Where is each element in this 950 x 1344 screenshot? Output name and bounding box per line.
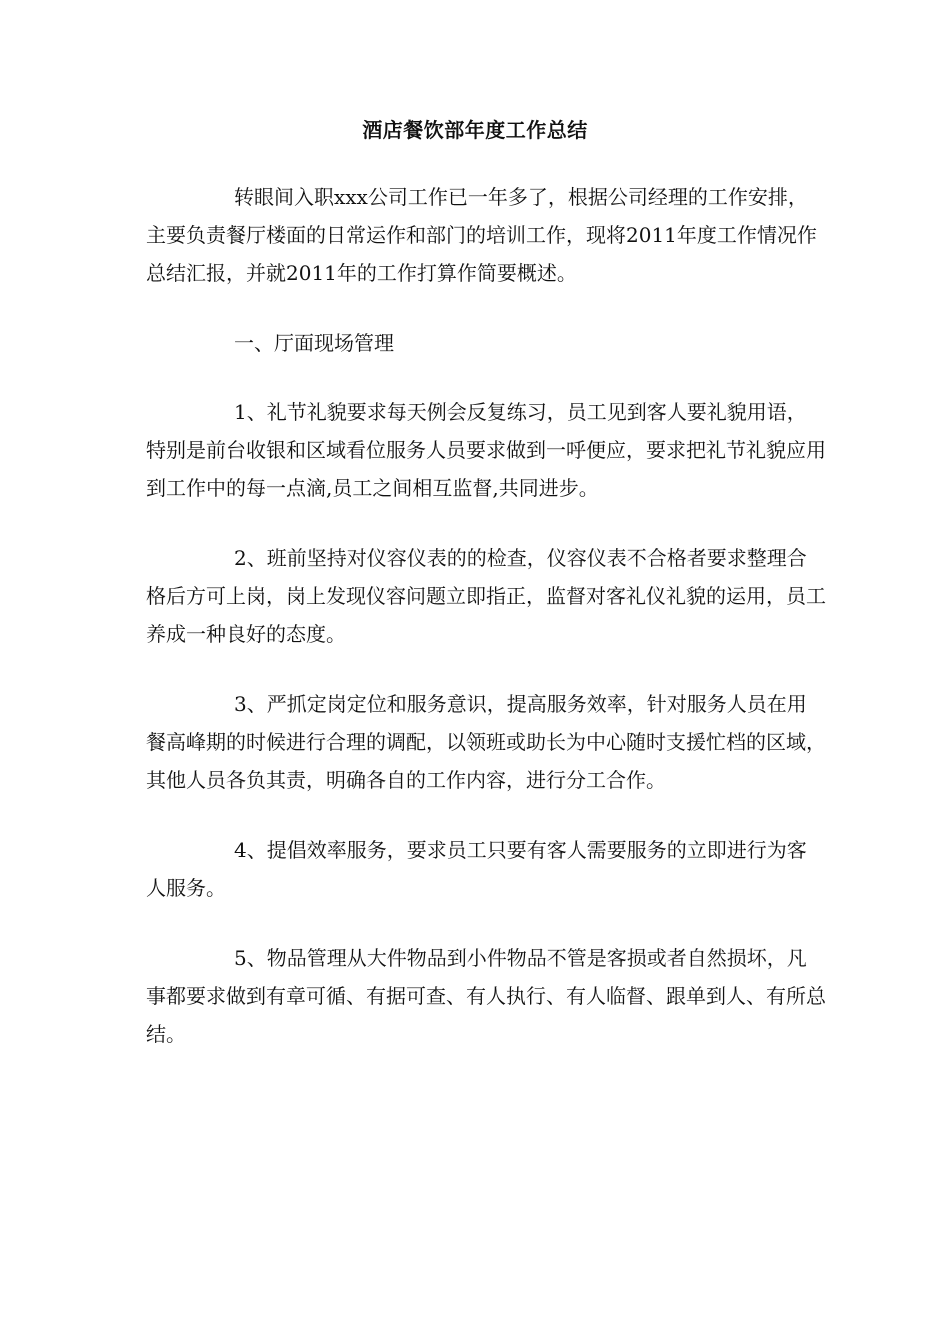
section-heading-floor-management: 一、厅面现场管理: [234, 331, 394, 355]
item-paragraph-3: 3、严抓定岗定位和服务意识，提高服务效率，针对服务人员在用餐高峰期的时候进行合理的调配，以领班或助长为中心随时支援忙档的区域，其他人员各负其责，明确各自的工作内容，进行分工合作。: [146, 692, 826, 792]
document-title: 酒店餐饮部年度工作总结: [362, 118, 588, 142]
item-paragraph-5: 5、物品管理从大件物品到小件物品不管是客损或者自然损坏，凡事都要求做到有章可循、有据可查、有人执行、有人临督、跟单到人、有所总结。: [146, 946, 826, 1046]
intro-paragraph: 转眼间入职xxx公司工作已一年多了，根据公司经理的工作安排，主要负责餐厅楼面的日常运作和部门的培训工作，现将2011年度工作情况作总结汇报，并就2011年的工作打算作简要概述。: [146, 185, 817, 285]
item-paragraph-4: 4、提倡效率服务，要求员工只要有客人需要服务的立即进行为客人服务。: [146, 838, 807, 900]
document-body: [146, 178, 826, 1085]
item-paragraph-2: 2、班前坚持对仪容仪表的的检查，仪容仪表不合格者要求整理合格后方可上岗，岗上发现仪容问题立即指正，监督对客礼仪礼貌的运用，员工养成一种良好的态度。: [146, 546, 826, 646]
item-paragraph-1: 1、礼节礼貌要求每天例会反复练习，员工见到客人要礼貌用语，特别是前台收银和区域看位服务人员要求做到一呼便应，要求把礼节礼貌应用到工作中的每一点滴,员工之间相互监督,共同进步。: [146, 400, 826, 500]
